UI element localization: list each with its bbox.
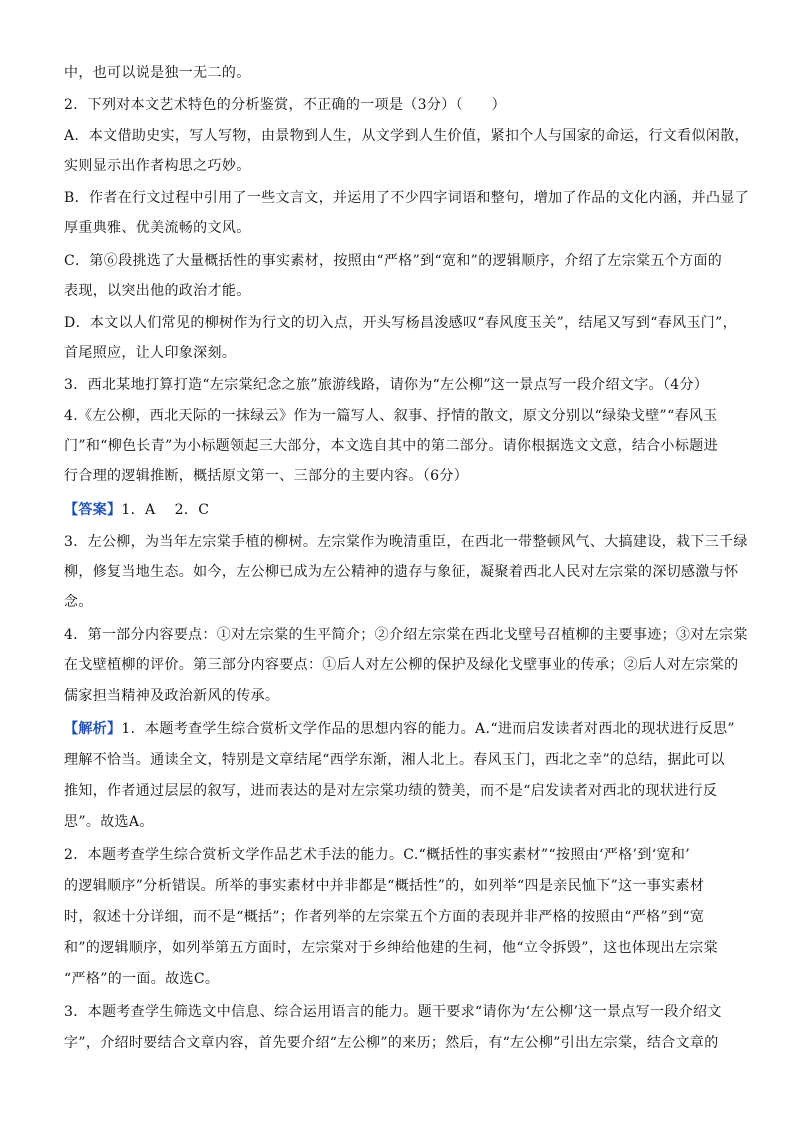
analysis-line: 和”的逻辑顺序，如列举第五方面时，左宗棠对于乡绅给他建的生祠，他“立令拆毁”，这也体现出左宗棠 bbox=[64, 940, 718, 956]
answer-line bbox=[64, 500, 209, 520]
option-d-line: 首尾照应，让人印象深刻。 bbox=[64, 345, 237, 361]
answer-4-line: 儒家担当精神及政治新风的传承。 bbox=[64, 688, 280, 704]
analysis-line: 理解不恰当。通读全文，特别是文章结尾“西学东渐，湘人北上。春风玉门，西北之幸”的总结，据此可以 bbox=[64, 752, 725, 768]
text-line: 中，也可以说是独一无二的。 bbox=[64, 65, 251, 81]
analysis-line: 推知，作者通过层层的叙写，进而表达的是对左宗棠功绩的赞美，而不是“启发读者对西北的现状进行反 bbox=[64, 783, 718, 799]
analysis-line: 思”。故选A。 bbox=[64, 814, 154, 830]
option-d-line: D．本文以人们常见的柳树作为行文的切入点，开头写杨昌浚感叹“春风度玉关”，结尾又写到“春风玉门”， bbox=[64, 315, 738, 331]
answer-3-line: 念。 bbox=[64, 594, 93, 610]
option-c-line: 表现，以突出他的政治才能。 bbox=[64, 283, 251, 299]
question-4-line: 行合理的逻辑推断，概括原文第一、三部分的主要内容。（6分） bbox=[64, 468, 469, 484]
analysis-line: 3．本题考查学生筛选文中信息、综合运用语言的能力。题干要求“请你为‘左公柳’这一景点写一段介绍文 bbox=[64, 1004, 722, 1020]
option-a-line: 实则显示出作者构思之巧妙。 bbox=[64, 158, 251, 174]
option-b-line: B．作者在行文过程中引用了一些文言文，并运用了不少四字词语和整句，增加了作品的文化内涵，并凸显了 bbox=[64, 190, 750, 206]
answer-choices: 1．A 2．C bbox=[121, 502, 210, 518]
answer-4-line: 4．第一部分内容要点：①对左宗棠的生平简介；②介绍左宗棠在西北戈壁号召植柳的主要事迹；③对左宗棠 bbox=[64, 627, 748, 643]
answer-tag: 【答案】 bbox=[64, 502, 122, 518]
option-c-line: C．第⑥段挑选了大量概括性的事实素材，按照由“严格”到“宽和”的逻辑顺序，介绍了左宗棠五个方面的 bbox=[64, 253, 723, 269]
option-a-line: A．本文借助史实，写人写物，由景物到人生，从文学到人生价值，紧扣个人与国家的命运，行文看似闲散， bbox=[64, 128, 749, 144]
answer-3-line: 柳，修复当地生态。如今，左公柳已成为左公精神的遗存与象征，凝聚着西北人民对左宗棠的深切感激与怀 bbox=[64, 564, 739, 580]
analysis-first-text: 1．本题考查学生综合赏析文学作品的思想内容的能力。A.“进而启发读者对西北的现状进行反思” bbox=[121, 721, 735, 737]
analysis-line: “严格”的一面。故选C。 bbox=[64, 971, 220, 987]
analysis-tag: 【解析】 bbox=[64, 721, 122, 737]
analysis-line bbox=[64, 719, 735, 739]
question-3: 3．西北某地打算打造“左宗棠纪念之旅”旅游线路，请你为“左公柳”这一景点写一段介绍文字。（4分） bbox=[64, 377, 709, 393]
question-2: 2．下列对本文艺术特色的分析鉴赏，不正确的一项是（3分）（ ） bbox=[64, 97, 507, 113]
answer-4-line: 在戈壁植柳的评价。第三部分内容要点：①后人对左公柳的保护及绿化戈壁事业的传承；②后人对左宗棠的 bbox=[64, 657, 739, 673]
question-4-line: 门”和“柳色长青”为小标题领起三大部分，本文选自其中的第二部分。请你根据选文文意，结合小标题进 bbox=[64, 438, 718, 454]
analysis-line: 2．本题考查学生综合赏析文学作品艺术手法的能力。C.“概括性的事实素材”“按照由‘严格’到‘宽和’ bbox=[64, 847, 690, 863]
question-4-line: 4.《左公柳，西北天际的一抹绿云》作为一篇写人、叙事、抒情的散文，原文分别以“绿染戈壁”“春风玉 bbox=[64, 408, 718, 424]
option-b-line: 厚重典雅、优美流畅的文风。 bbox=[64, 220, 251, 236]
analysis-line: 的逻辑顺序”分析错误。所举的事实素材中并非都是“概括性”的，如列举“四是亲民恤下”这一事实素材 bbox=[64, 878, 705, 894]
analysis-line: 字”，介绍时要结合文章内容，首先要介绍“左公柳”的来历；然后，有“左公柳”引出左宗棠，结合文章的 bbox=[64, 1035, 719, 1051]
answer-3-line: 3．左公柳，为当年左宗棠手植的柳树。左宗棠作为晚清重臣，在西北一带整顿风气、大搞建设，栽下三千绿 bbox=[64, 534, 748, 550]
analysis-line: 时，叙述十分详细，而不是“概括”；作者列举的左宗棠五个方面的表现并非严格的按照由“严格”到“宽 bbox=[64, 909, 705, 925]
